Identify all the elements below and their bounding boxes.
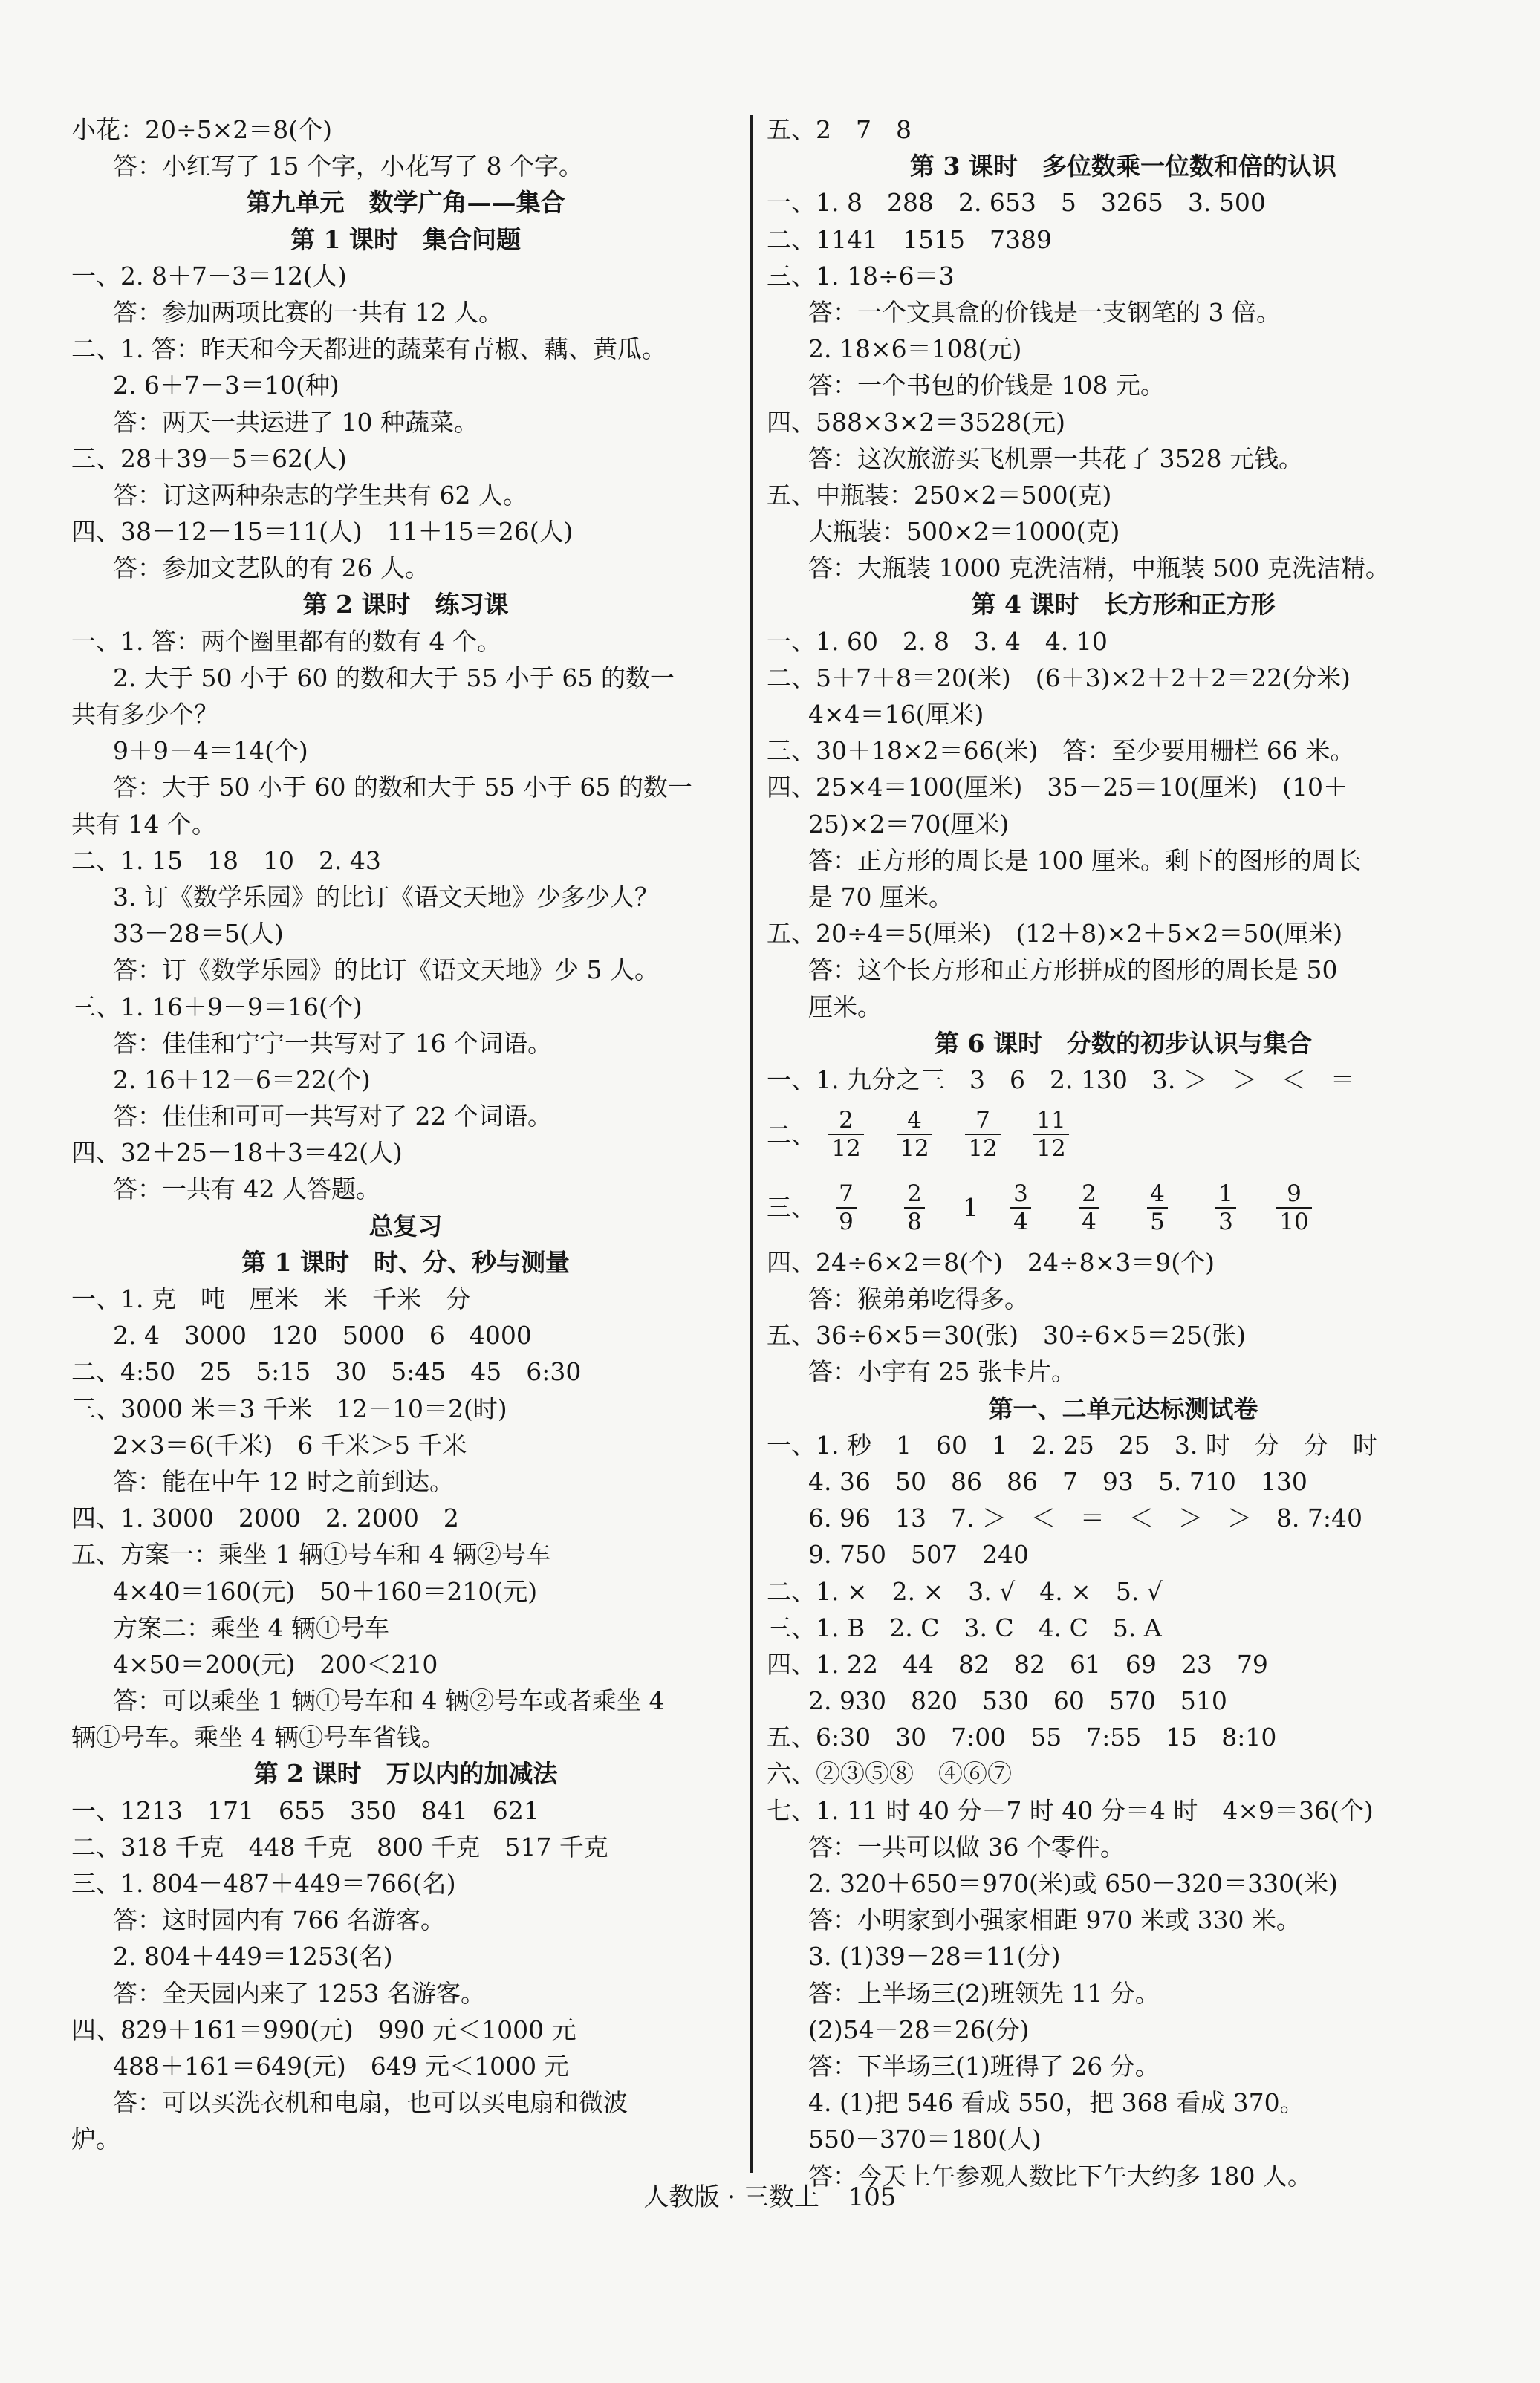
numerator: 4 [1150, 1180, 1165, 1207]
text-line: 25)×2＝70(厘米) [808, 809, 1010, 839]
text-line: 答：佳佳和可可一共写对了 22 个词语。 [113, 1102, 552, 1131]
text-line: 一、1. 克 吨 厘米 米 千米 分 [71, 1284, 470, 1313]
text-line: 6. 96 13 7. ＞ ＜ ＝ ＜ ＞ ＞ 8. 7:40 [808, 1503, 1363, 1533]
text-line: 五、方案一：乘坐 1 辆①号车和 4 辆②号车 [71, 1540, 550, 1570]
numerator: 7 [975, 1107, 990, 1134]
text-line: 9. 750 507 240 [808, 1540, 1029, 1570]
text-line: 三、3000 米＝3 千米 12－10＝2(时) [71, 1394, 507, 1423]
text-line: 550－370＝180(人) [808, 2124, 1042, 2154]
text-line: 五、2 7 8 [767, 115, 912, 144]
text-line: 四、25×4＝100(厘米) 35－25＝10(厘米) (10＋ [767, 773, 1348, 802]
text-line: 厘米。 [808, 992, 882, 1021]
text-line: 2. 18×6＝108(元) [808, 334, 1022, 364]
text-line: 七、1. 11 时 40 分－7 时 40 分＝4 时 4×9＝36(个) [767, 1795, 1374, 1825]
text-line: 二、318 千克 448 千克 800 千克 517 千克 [71, 1832, 608, 1862]
numerator: 2 [839, 1107, 854, 1134]
text-line: 五、6:30 30 7:00 55 7:55 15 8:10 [767, 1723, 1277, 1752]
fraction [1206, 1180, 1246, 1235]
lesson-heading: 第 4 课时 长方形和正方形 [971, 590, 1276, 620]
text-line: 四、38－12－15＝11(人) 11＋15＝26(人) [71, 517, 574, 547]
numerator: 9 [1287, 1180, 1302, 1207]
numerator: 11 [1036, 1107, 1066, 1134]
text-line: 答：这个长方形和正方形拼成的图形的周长是 50 [808, 955, 1338, 985]
whole-number: 1 [963, 1193, 978, 1223]
text-line: 答：一共可以做 36 个零件。 [808, 1832, 1125, 1862]
edition-label: 人教版 · 三数上 [643, 2182, 819, 2212]
text-line: 三、1. 804－487＋449＝766(名) [71, 1869, 456, 1898]
text-line: 辆①号车。乘坐 4 辆①号车省钱。 [71, 1723, 446, 1752]
fraction [826, 1107, 866, 1162]
text-line: 一、1. 答：两个圈里都有的数有 4 个。 [71, 626, 501, 656]
page-footer [0, 2176, 1540, 2213]
text-line: 四、24÷6×2＝8(个) 24÷8×3＝9(个) [767, 1247, 1215, 1277]
fraction [963, 1107, 1003, 1162]
numerator: 1 [1218, 1180, 1233, 1207]
text-line: 二、1141 1515 7389 [767, 224, 1052, 254]
text-line: 五、36÷6×5＝30(张) 30÷6×5＝25(张) [767, 1321, 1247, 1350]
text-line: 答：参加两项比赛的一共有 12 人。 [113, 297, 503, 327]
text-line: 一、2. 8＋7－3＝12(人) [71, 261, 347, 290]
text-line: 二、1. 答：昨天和今天都进的蔬菜有青椒、藕、黄瓜。 [71, 334, 666, 364]
text-line: 答：一个书包的价钱是 108 元。 [808, 371, 1165, 400]
right-column [767, 111, 1480, 2194]
text-line: 二、5＋7＋8＝20(米) (6＋3)×2＋2＋2＝22(分米) [767, 663, 1351, 692]
text-line: 二、4:50 25 5:15 30 5:45 45 6:30 [71, 1357, 582, 1387]
text-line: 3. (1)39－28＝11(分) [808, 1942, 1061, 1971]
section-heading: 第一、二单元达标测试卷 [988, 1394, 1258, 1423]
text-line: 4. (1)把 546 看成 550，把 368 看成 370。 [808, 2088, 1305, 2118]
text-line: 2. 930 820 530 60 570 510 [808, 1686, 1227, 1716]
fraction [1031, 1107, 1071, 1162]
page-number: 105 [848, 2182, 897, 2212]
text-line: 一、1. 8 288 2. 653 5 3265 3. 500 [767, 188, 1266, 218]
text-line: 一、1. 秒 1 60 1 2. 25 25 3. 时 分 分 时 [767, 1430, 1377, 1460]
fraction [1274, 1180, 1314, 1235]
text-line: 五、中瓶装：250×2＝500(克) [767, 480, 1112, 510]
text-line: 答：参加文艺队的有 26 人。 [113, 553, 429, 583]
text-line: 是 70 厘米。 [808, 882, 953, 911]
text-line: 答：这次旅游买飞机票一共花了 3528 元钱。 [808, 443, 1303, 473]
text-line: 四、829＋161＝990(元) 990 元＜1000 元 [71, 2015, 576, 2044]
text-line: 三、1. 16＋9－9＝16(个) [71, 992, 363, 1021]
fraction-answer-row [767, 1098, 1480, 1171]
lesson-heading: 第 3 课时 多位数乘一位数和倍的认识 [910, 152, 1336, 181]
denominator: 12 [897, 1134, 932, 1162]
lesson-heading: 第 6 课时 分数的初步认识与集合 [935, 1028, 1312, 1058]
denominator: 12 [965, 1134, 1000, 1162]
denominator: 4 [1079, 1207, 1099, 1235]
text-line: 2×3＝6(千米) 6 千米＞5 千米 [113, 1430, 467, 1460]
denominator: 9 [836, 1207, 857, 1235]
lesson-heading: 第 1 课时 集合问题 [290, 224, 521, 254]
text-line: 二、1. × 2. × 3. √ 4. × 5. √ [767, 1576, 1163, 1606]
fraction [894, 1107, 935, 1162]
text-line: 答：猴弟弟吃得多。 [808, 1284, 1029, 1314]
denominator: 4 [1010, 1207, 1031, 1235]
numerator: 2 [907, 1180, 922, 1207]
text-line: 答：可以买洗衣机和电扇，也可以买电扇和微波 [113, 2088, 628, 2118]
text-line: 三、28＋39－5＝62(人) [71, 443, 347, 473]
text-line: 答：大瓶装 1000 克洗洁精，中瓶装 500 克洗洁精。 [808, 553, 1390, 583]
numerator: 4 [907, 1107, 922, 1134]
column-divider [750, 115, 753, 2173]
question-number: 二、 [767, 1119, 816, 1149]
text-line: 答：佳佳和宁宁一共写对了 16 个词语。 [113, 1028, 552, 1058]
denominator: 12 [1033, 1134, 1068, 1162]
text-line: 2. 16＋12－6＝22(个) [113, 1064, 371, 1094]
text-line: 一、1213 171 655 350 841 621 [71, 1795, 539, 1825]
text-line: 方案二：乘坐 4 辆①号车 [113, 1613, 389, 1642]
text-line: 一、1. 60 2. 8 3. 4 4. 10 [767, 626, 1108, 656]
question-number: 三、 [767, 1193, 816, 1223]
text-line: 33－28＝5(人) [113, 919, 284, 949]
text-line: 一、1. 九分之三 3 6 2. 130 3. ＞ ＞ ＜ ＝ [767, 1064, 1355, 1094]
text-line: 四、1. 3000 2000 2. 2000 2 [71, 1503, 459, 1533]
text-line: (2)54－28＝26(分) [808, 2015, 1030, 2044]
text-line: 答：两天一共运进了 10 种蔬菜。 [113, 407, 478, 437]
text-line: 答：订这两种杂志的学生共有 62 人。 [113, 480, 527, 510]
text-line: 答：正方形的周长是 100 厘米。剩下的图形的周长 [808, 845, 1361, 875]
text-line: 二、1. 15 18 10 2. 43 [71, 845, 381, 875]
text-line: 六、②③⑤⑧ ④⑥⑦ [767, 1759, 1012, 1789]
fraction [894, 1180, 935, 1235]
text-line: 炉。 [71, 2124, 120, 2154]
text-line: 答：可以乘坐 1 辆①号车和 4 辆②号车或者乘坐 4 [113, 1686, 665, 1716]
section-heading: 第九单元 数学广角——集合 [246, 188, 565, 218]
text-line: 三、30＋18×2＝66(米) 答：至少要用栅栏 66 米。 [767, 736, 1355, 766]
text-line: 答：一共有 42 人答题。 [113, 1174, 380, 1204]
lesson-heading: 第 2 课时 万以内的加减法 [253, 1759, 558, 1789]
text-line: 答：大于 50 小于 60 的数和大于 55 小于 65 的数一 [113, 773, 692, 802]
text-line: 答：小红写了 15 个字，小花写了 8 个字。 [113, 152, 583, 181]
text-line: 答：一个文具盒的价钱是一支钢笔的 3 倍。 [808, 297, 1281, 327]
text-line: 共有 14 个。 [71, 809, 216, 839]
denominator: 10 [1276, 1207, 1311, 1235]
text-line: 大瓶装：500×2＝1000(克) [808, 517, 1120, 547]
text-line: 4. 36 50 86 86 7 93 5. 710 130 [808, 1466, 1307, 1496]
text-line: 答：下半场三(1)班得了 26 分。 [808, 2051, 1160, 2081]
text-line: 2. 大于 50 小于 60 的数和大于 55 小于 65 的数一 [113, 663, 675, 692]
text-line: 答：全天园内来了 1253 名游客。 [113, 1978, 485, 2008]
text-line: 4×50＝200(元) 200＜210 [113, 1649, 438, 1679]
text-line: 2. 6＋7－3＝10(种) [113, 371, 339, 400]
lesson-heading: 第 2 课时 练习课 [302, 590, 509, 620]
fraction [1001, 1180, 1041, 1235]
section-heading: 总复习 [368, 1211, 443, 1241]
text-line: 三、1. 18÷6＝3 [767, 261, 955, 290]
lesson-heading: 第 1 课时 时、分、秒与测量 [241, 1247, 570, 1277]
text-line: 三、1. B 2. C 3. C 4. C 5. A [767, 1613, 1162, 1642]
denominator: 3 [1215, 1207, 1236, 1235]
text-line: 小花：20÷5×2＝8(个) [71, 115, 333, 144]
text-line: 四、588×3×2＝3528(元) [767, 407, 1066, 437]
fraction [1069, 1180, 1109, 1235]
text-line: 五、20÷4＝5(厘米) (12＋8)×2＋5×2＝50(厘米) [767, 919, 1343, 949]
denominator: 12 [828, 1134, 863, 1162]
text-line: 4×4＝16(厘米) [808, 700, 984, 729]
text-line: 2. 4 3000 120 5000 6 4000 [113, 1321, 532, 1350]
text-line: 4×40＝160(元) 50＋160＝210(元) [113, 1576, 538, 1606]
text-line: 2. 804＋449＝1253(名) [113, 1942, 393, 1971]
denominator: 5 [1147, 1207, 1168, 1235]
text-line: 2. 320＋650＝970(米)或 650－320＝330(米) [808, 1869, 1338, 1899]
denominator: 8 [904, 1207, 925, 1235]
text-line: 答：这时园内有 766 名游客。 [113, 1905, 445, 1935]
numerator: 3 [1013, 1180, 1028, 1207]
fraction-answer-row [767, 1171, 1480, 1243]
text-line: 答：小明家到小强家相距 970 米或 330 米。 [808, 1905, 1301, 1935]
text-line: 四、32＋25－18＋3＝42(人) [71, 1138, 403, 1168]
fraction [826, 1180, 866, 1235]
text-line: 答：订《数学乐园》的比订《语文天地》少 5 人。 [113, 955, 659, 985]
numerator: 7 [839, 1180, 854, 1207]
numerator: 2 [1082, 1180, 1096, 1207]
fraction [1137, 1180, 1177, 1235]
text-line: 共有多少个？ [71, 700, 218, 729]
text-line: 488＋161＝649(元) 649 元＜1000 元 [113, 2051, 569, 2081]
text-line: 答：小宇有 25 张卡片。 [808, 1357, 1076, 1387]
text-line: 答：能在中午 12 时之前到达。 [113, 1466, 454, 1496]
text-line: 四、1. 22 44 82 82 61 69 23 79 [767, 1649, 1268, 1679]
left-column [71, 111, 740, 2158]
text-line: 答：上半场三(2)班领先 11 分。 [808, 1978, 1160, 2008]
text-line: 答：今天上午参观人数比下午大约多 180 人。 [808, 2161, 1312, 2191]
text-line: 9＋9－4＝14(个) [113, 736, 308, 766]
text-line: 3. 订《数学乐园》的比订《语文天地》少多少人？ [113, 882, 659, 911]
